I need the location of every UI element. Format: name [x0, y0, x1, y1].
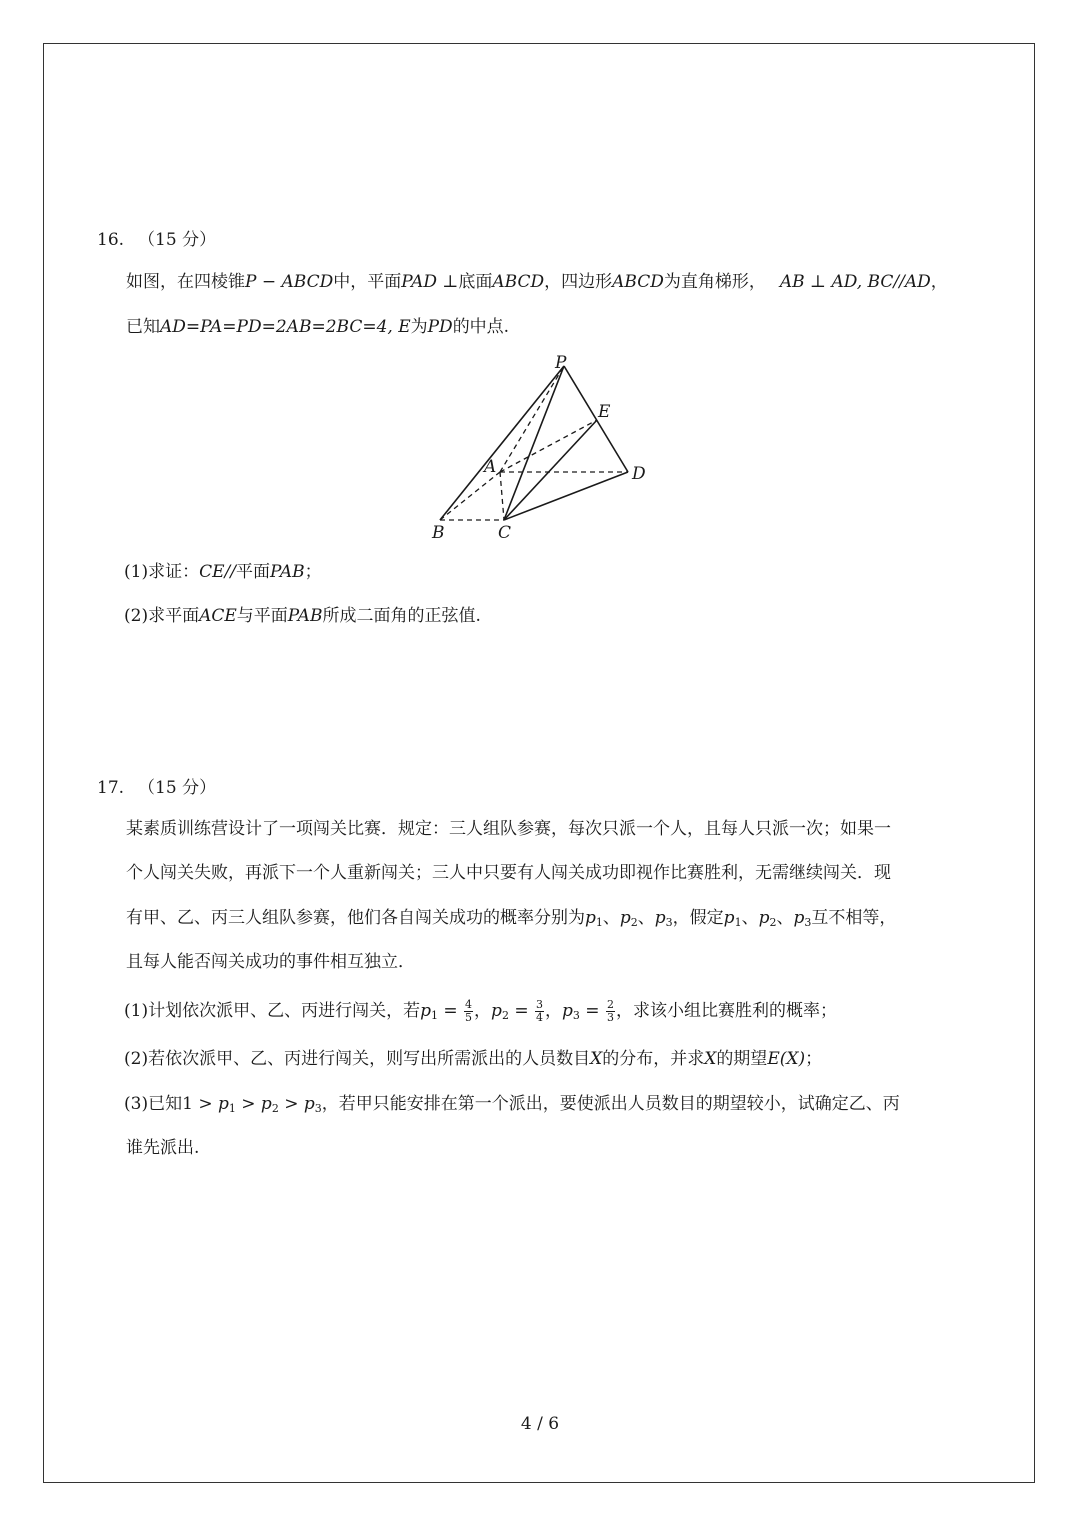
numerator: 4 [465, 998, 473, 1011]
q16-part-2 [124, 604, 481, 628]
denominator: 3 [606, 1011, 614, 1024]
q16-text: 所成二面角的正弦值. [322, 606, 481, 626]
q16-math: PAD ⊥ [401, 272, 459, 292]
denominator: 4 [536, 1011, 543, 1024]
q17-math: = [508, 1001, 534, 1021]
q17-math: p [491, 1001, 502, 1021]
q17-math: > [278, 1094, 304, 1114]
q17-subscript: 1 [430, 1009, 438, 1022]
page-border [43, 43, 1035, 1483]
label-E: E [598, 402, 611, 422]
q16-header [97, 228, 216, 252]
q17-text: 有甲、乙、丙三人组队参赛，他们各自闯关成功的概率分别为 [126, 908, 585, 928]
q17-math: 1 > [182, 1094, 218, 1114]
q16-math: ACE [199, 606, 237, 626]
q17-subscript: 2 [630, 916, 638, 929]
q17-subscript: 1 [595, 916, 603, 929]
edge-PD [564, 366, 628, 472]
q17-text: ， [545, 1001, 562, 1021]
q17-text: 、 [637, 908, 655, 928]
q17-subscript: 1 [734, 916, 742, 929]
q17-line-2: 个人闯关失败，再派下一个人重新闯关；三人中只要有人闯关成功即视作比赛胜利，无需继续闯关．现 [126, 863, 891, 883]
q17-part-2 [124, 1047, 822, 1071]
q17-part-1 [124, 999, 837, 1028]
q16-text: ，四边形 [544, 272, 613, 292]
q17-subscript: 3 [572, 1009, 580, 1022]
label-P: P [555, 353, 567, 373]
q17-math: p [217, 1094, 229, 1114]
q17-math: E(X) [767, 1049, 806, 1069]
q17-text: 、 [776, 908, 794, 928]
q17-line-4: 且每人能否闯关成功的事件相互独立． [126, 952, 415, 972]
q16-math: PAB [287, 606, 323, 626]
q16-math: P − ABCD [245, 272, 334, 292]
q17-score: （15 分） [138, 778, 217, 798]
q17-math: p [260, 1094, 272, 1114]
q17-part-3-cont: 谁先派出. [126, 1138, 200, 1158]
q17-text: ，求该小组比赛胜利的概率； [615, 1001, 837, 1021]
q17-subscript: 3 [804, 916, 812, 929]
q17-math: > [235, 1094, 261, 1114]
q16-part-1 [124, 560, 322, 584]
edge-AB-dashed [440, 472, 500, 520]
label-D: D [632, 464, 646, 484]
q17-text: (1)计划依次派甲、乙、丙进行闯关，若 [124, 1001, 421, 1021]
q17-part-3 [124, 1092, 900, 1121]
q16-score: （15 分） [138, 230, 217, 250]
q17-text: 、 [741, 908, 759, 928]
q17-subscript: 3 [314, 1102, 322, 1115]
q17-text: ，假定 [672, 908, 724, 928]
q17-math: X [704, 1049, 717, 1069]
q16-text: 如图，在四棱锥 [126, 272, 245, 292]
q17-text: 、 [602, 908, 620, 928]
q17-math: p [723, 908, 735, 928]
fraction-3-4 [535, 999, 544, 1024]
q17-subscript: 2 [501, 1009, 509, 1022]
q17-math: = [579, 1001, 605, 1021]
segment-CE [504, 420, 597, 520]
pyramid-figure [420, 350, 660, 550]
q16-text: 的中点. [452, 317, 510, 337]
q17-header [97, 776, 216, 800]
q17-text: ， [474, 1001, 492, 1021]
fraction-2-3 [606, 999, 615, 1024]
page-number: 4 / 6 [520, 1414, 560, 1434]
q16-text: 已知 [126, 317, 160, 337]
label-B: B [432, 523, 445, 543]
q16-text: 底面 [458, 272, 493, 292]
q17-math: = [437, 1001, 464, 1021]
q17-subscript: 3 [665, 916, 673, 929]
q16-text: 平面 [235, 562, 270, 582]
denominator: 5 [465, 1011, 473, 1024]
fraction-4-5 [464, 999, 473, 1024]
q17-math: p [585, 908, 596, 928]
q16-line-1 [126, 270, 948, 294]
q17-text: (3)已知 [124, 1094, 183, 1114]
q17-math: p [619, 908, 631, 928]
q16-math: PD [427, 317, 453, 337]
q16-text: 与平面 [236, 606, 288, 626]
q16-math: AB ⊥ AD, BC//AD [779, 272, 931, 292]
q16-text: (1)求证： [124, 562, 200, 582]
q16-text: ， [930, 272, 948, 292]
q16-math: AD=PA=PD=2AB=2BC=4, E [160, 317, 411, 337]
edge-CD [504, 472, 628, 520]
q17-text: (2)若依次派甲、乙、丙进行闯关，则写出所需派出的人员数目 [124, 1049, 591, 1069]
q17-math: p [793, 908, 805, 928]
q17-math: p [758, 908, 770, 928]
q17-math: p [562, 1001, 573, 1021]
q16-number: 16. [97, 230, 125, 250]
q17-subscript: 2 [271, 1102, 279, 1115]
q16-text: 中，平面 [333, 272, 402, 292]
segment-AC-dashed [500, 472, 504, 520]
q16-line-2 [126, 315, 509, 339]
q16-text: 为 [410, 317, 428, 337]
q17-subscript: 1 [228, 1102, 236, 1115]
q17-math: p [654, 908, 666, 928]
numerator: 3 [536, 998, 543, 1011]
q17-subscript: 2 [769, 916, 777, 929]
q16-text: 为直角梯形， [663, 272, 766, 292]
numerator: 2 [606, 998, 614, 1011]
q17-number: 17. [97, 778, 125, 798]
q17-math: X [590, 1049, 603, 1069]
q17-text: ； [805, 1049, 823, 1069]
q16-text: (2)求平面 [124, 606, 200, 626]
q16-math: ABCD [492, 272, 545, 292]
q16-math: CE// [199, 562, 236, 582]
q17-text: 互不相等， [811, 908, 897, 928]
label-C: C [498, 523, 512, 543]
q16-math: PAB [269, 562, 305, 582]
edge-PA-dashed [500, 366, 564, 472]
q17-math: p [303, 1094, 315, 1114]
q17-math: p [420, 1001, 431, 1021]
q17-line-3 [126, 906, 896, 935]
edge-PC [504, 366, 564, 520]
edge-PB [440, 366, 564, 520]
q17-text: 的期望 [716, 1049, 768, 1069]
q17-text: 的分布，并求 [602, 1049, 705, 1069]
q16-math: ABCD [612, 272, 664, 292]
q16-text: ； [304, 562, 322, 582]
label-A: A [484, 457, 497, 477]
q17-text: ，若甲只能安排在第一个派出，要使派出人员数目的期望较小，试确定乙、丙 [321, 1094, 900, 1114]
q17-line-1: 某素质训练营设计了一项闯关比赛．规定：三人组队参赛，每次只派一个人，且每人只派一次；如果一 [126, 819, 891, 839]
